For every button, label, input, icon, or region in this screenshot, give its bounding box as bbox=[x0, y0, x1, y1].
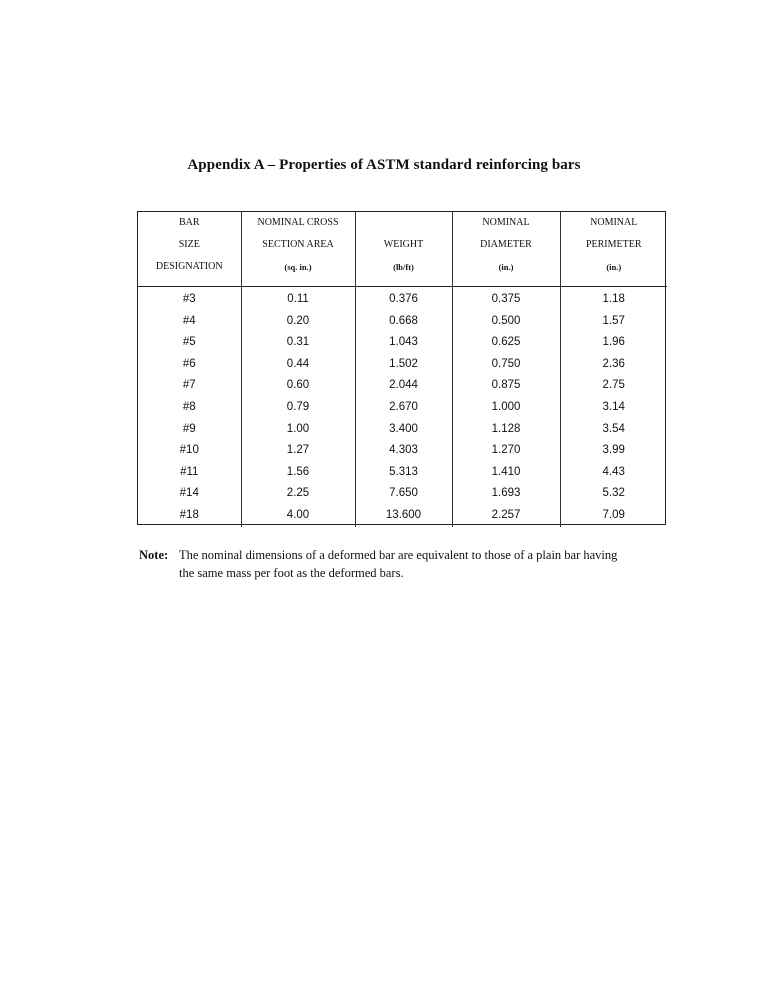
perimeter-cell: 4.43 bbox=[602, 465, 625, 478]
bar-size-cell: #14 bbox=[138, 483, 241, 505]
header-perimeter: NOMINAL PERIMETER (in.) bbox=[560, 212, 667, 287]
bar-size-cell: #11 bbox=[138, 462, 241, 484]
weight-cell: 0.668 bbox=[355, 311, 452, 333]
weight-cell: 2.044 bbox=[355, 375, 452, 397]
diameter-cell: 0.875 bbox=[452, 375, 560, 397]
table-row bbox=[138, 483, 667, 505]
table-row bbox=[138, 440, 667, 462]
perimeter-cell: 3.14 bbox=[602, 400, 625, 413]
area-cell: 4.00 bbox=[241, 505, 355, 527]
diameter-cell: 1.410 bbox=[452, 462, 560, 484]
perimeter-cell: 3.99 bbox=[602, 444, 625, 457]
area-cell: 0.11 bbox=[241, 287, 355, 311]
footnote bbox=[139, 546, 699, 582]
area-cell: 0.60 bbox=[241, 375, 355, 397]
weight-cell: 3.400 bbox=[355, 419, 452, 441]
table-row bbox=[138, 332, 667, 354]
diameter-cell: 0.375 bbox=[452, 287, 560, 311]
table-body bbox=[138, 287, 667, 527]
bar-size-cell: #7 bbox=[138, 375, 241, 397]
area-cell: 0.44 bbox=[241, 354, 355, 376]
weight-cell: 4.303 bbox=[355, 440, 452, 462]
table-row bbox=[138, 505, 667, 527]
bar-size-cell: #4 bbox=[138, 311, 241, 333]
area-cell: 1.27 bbox=[241, 440, 355, 462]
table-row bbox=[138, 354, 667, 376]
diameter-cell: 0.500 bbox=[452, 311, 560, 333]
perimeter-cell: 5.32 bbox=[602, 487, 625, 500]
table-row bbox=[138, 311, 667, 333]
diameter-cell: 0.750 bbox=[452, 354, 560, 376]
weight-cell: 1.043 bbox=[355, 332, 452, 354]
perimeter-cell: 2.36 bbox=[602, 357, 625, 370]
perimeter-cell: 3.54 bbox=[602, 422, 625, 435]
diameter-cell: 1.128 bbox=[452, 419, 560, 441]
diameter-cell: 2.257 bbox=[452, 505, 560, 527]
note-line-1: The nominal dimensions of a deformed bar are equivalent to those of a plain bar having bbox=[179, 548, 618, 562]
area-cell: 0.79 bbox=[241, 397, 355, 419]
diameter-cell: 0.625 bbox=[452, 332, 560, 354]
bar-size-cell: #10 bbox=[138, 440, 241, 462]
diameter-cell: 1.270 bbox=[452, 440, 560, 462]
perimeter-cell: 2.75 bbox=[602, 379, 625, 392]
header-weight: WEIGHT (lb/ft) bbox=[355, 212, 452, 287]
table-row bbox=[138, 419, 667, 441]
area-cell: 1.56 bbox=[241, 462, 355, 484]
weight-cell: 7.650 bbox=[355, 483, 452, 505]
weight-cell: 0.376 bbox=[355, 287, 452, 311]
weight-cell: 13.600 bbox=[355, 505, 452, 527]
properties-table bbox=[138, 212, 667, 527]
perimeter-cell: 1.18 bbox=[602, 293, 625, 305]
bar-properties-table bbox=[137, 211, 666, 525]
header-bar-size: BAR SIZE DESIGNATION bbox=[138, 212, 241, 287]
table-row bbox=[138, 375, 667, 397]
bar-size-cell: #9 bbox=[138, 419, 241, 441]
page-title: Appendix A – Properties of ASTM standard reinforcing bars bbox=[187, 157, 581, 173]
weight-cell: 1.502 bbox=[355, 354, 452, 376]
bar-size-cell: #6 bbox=[138, 354, 241, 376]
header-diameter: NOMINAL DIAMETER (in.) bbox=[452, 212, 560, 287]
diameter-cell: 1.000 bbox=[452, 397, 560, 419]
bar-size-cell: #5 bbox=[138, 332, 241, 354]
header-cross-section-area: NOMINAL CROSS SECTION AREA (sq. in.) bbox=[241, 212, 355, 287]
table-row bbox=[138, 397, 667, 419]
note-line-2: the same mass per foot as the deformed bars. bbox=[179, 566, 404, 580]
area-cell: 1.00 bbox=[241, 419, 355, 441]
perimeter-cell: 1.57 bbox=[602, 314, 625, 327]
bar-size-cell: #18 bbox=[138, 505, 241, 527]
table-row bbox=[138, 462, 667, 484]
area-cell: 0.20 bbox=[241, 311, 355, 333]
table-row bbox=[138, 287, 667, 311]
note-label: Note: bbox=[139, 548, 169, 562]
bar-size-cell: #8 bbox=[138, 397, 241, 419]
area-cell: 0.31 bbox=[241, 332, 355, 354]
perimeter-cell: 1.96 bbox=[602, 336, 625, 349]
bar-size-cell: #3 bbox=[138, 287, 241, 311]
area-cell: 2.25 bbox=[241, 483, 355, 505]
diameter-cell: 1.693 bbox=[452, 483, 560, 505]
perimeter-cell: 7.09 bbox=[602, 508, 625, 521]
header-row bbox=[138, 212, 667, 287]
weight-cell: 2.670 bbox=[355, 397, 452, 419]
weight-cell: 5.313 bbox=[355, 462, 452, 484]
